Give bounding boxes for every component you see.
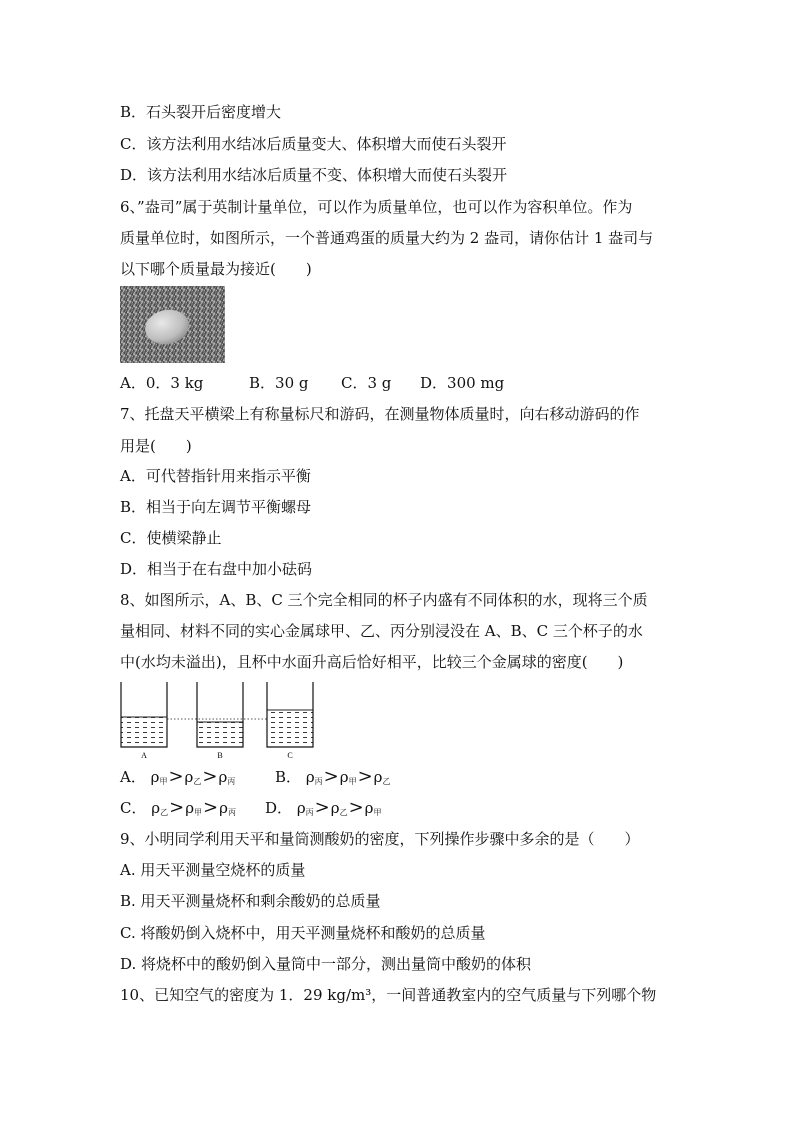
q5-option-d: D．该方法利用水结冰后质量不变、体积增大而使石头裂开 bbox=[120, 166, 508, 184]
q9-option-c[interactable]: C. 将酸奶倒入烧杯中，用天平测量烧杯和酸奶的总质量 bbox=[120, 924, 486, 942]
q6-stem-3: 以下哪个质量最为接近( ) bbox=[120, 260, 312, 278]
q8-option-d[interactable]: D． ρ丙>ρ乙>ρ甲 bbox=[265, 797, 382, 818]
cup-label-b: B bbox=[217, 751, 223, 760]
q8-stem-1: 8、如图所示，A、B、C 三个完全相同的杯子内盛有不同体积的水，现将三个质 bbox=[120, 591, 648, 609]
cup-label-a: A bbox=[141, 751, 147, 760]
cup-b bbox=[197, 682, 243, 747]
q7-option-c[interactable]: C．使横梁静止 bbox=[120, 529, 222, 547]
q7-stem-2: 用是( ) bbox=[120, 437, 192, 455]
q7-option-d[interactable]: D．相当于在右盘中加小砝码 bbox=[120, 560, 313, 578]
cup-label-c: C bbox=[287, 751, 293, 760]
q6-option-c[interactable]: C．3 g bbox=[341, 374, 392, 392]
q5-option-b: B．石头裂开后密度增大 bbox=[120, 103, 282, 121]
q8-stem-2: 量相同、材料不同的实心金属球甲、乙、丙分别浸没在 A、B、C 三个杯子的水 bbox=[120, 622, 643, 640]
q8-option-a[interactable]: A． ρ甲>ρ乙>ρ丙 bbox=[120, 766, 236, 787]
q6-option-a[interactable]: A．0．3 kg bbox=[120, 374, 204, 392]
q9-option-d[interactable]: D. 将烧杯中的酸奶倒入量筒中一部分，测出量筒中酸奶的体积 bbox=[120, 955, 532, 973]
q10-stem: 10、已知空气的密度为 1．29 kg/m³，一间普通教室内的空气质量与下列哪个物 bbox=[120, 986, 657, 1004]
cup-a bbox=[121, 682, 167, 747]
q9-option-a[interactable]: A. 用天平测量空烧杯的质量 bbox=[120, 861, 306, 879]
q6-options bbox=[120, 373, 504, 393]
q6-option-b[interactable]: B．30 g bbox=[249, 374, 309, 392]
q8-options-row-1 bbox=[120, 767, 390, 790]
q8-option-b[interactable]: B． ρ丙>ρ甲>ρ乙 bbox=[275, 766, 391, 787]
q8-option-c[interactable]: C． ρ乙>ρ甲>ρ丙 bbox=[120, 797, 236, 818]
q7-option-a-line[interactable]: A．可代替指针用来指示平衡 bbox=[120, 467, 311, 485]
q6-stem-2: 质量单位时，如图所示，一个普通鸡蛋的质量大约为 2 盎司，请你估计 1 盎司与 bbox=[120, 229, 654, 247]
q7-stem-1: 7、托盘天平横梁上有称量标尺和游码，在测量物体质量时，向右移动游码的作 bbox=[120, 405, 640, 423]
egg-photo bbox=[120, 286, 225, 363]
cup-c bbox=[267, 682, 313, 747]
q5-option-c: C．该方法利用水结冰后质量变大、体积增大而使石头裂开 bbox=[120, 135, 507, 153]
q9-option-b[interactable]: B. 用天平测量烧杯和剩余酸奶的总质量 bbox=[120, 892, 381, 910]
q6-option-d[interactable]: D．300 mg bbox=[420, 374, 505, 392]
q9-stem: 9、小明同学利用天平和量筒测酸奶的密度，下列操作步骤中多余的是（ ） bbox=[120, 830, 640, 848]
three-cups-diagram bbox=[118, 680, 318, 760]
q8-stem-3: 中(水均未溢出)，且杯中水面升高后恰好相平，比较三个金属球的密度( ) bbox=[120, 653, 624, 671]
q6-stem-1: 6、”盎司”属于英制计量单位，可以作为质量单位，也可以作为容积单位。作为 bbox=[120, 198, 633, 216]
q7-option-b[interactable]: B．相当于向左调节平衡螺母 bbox=[120, 498, 312, 516]
q8-options-row-2 bbox=[120, 798, 381, 821]
